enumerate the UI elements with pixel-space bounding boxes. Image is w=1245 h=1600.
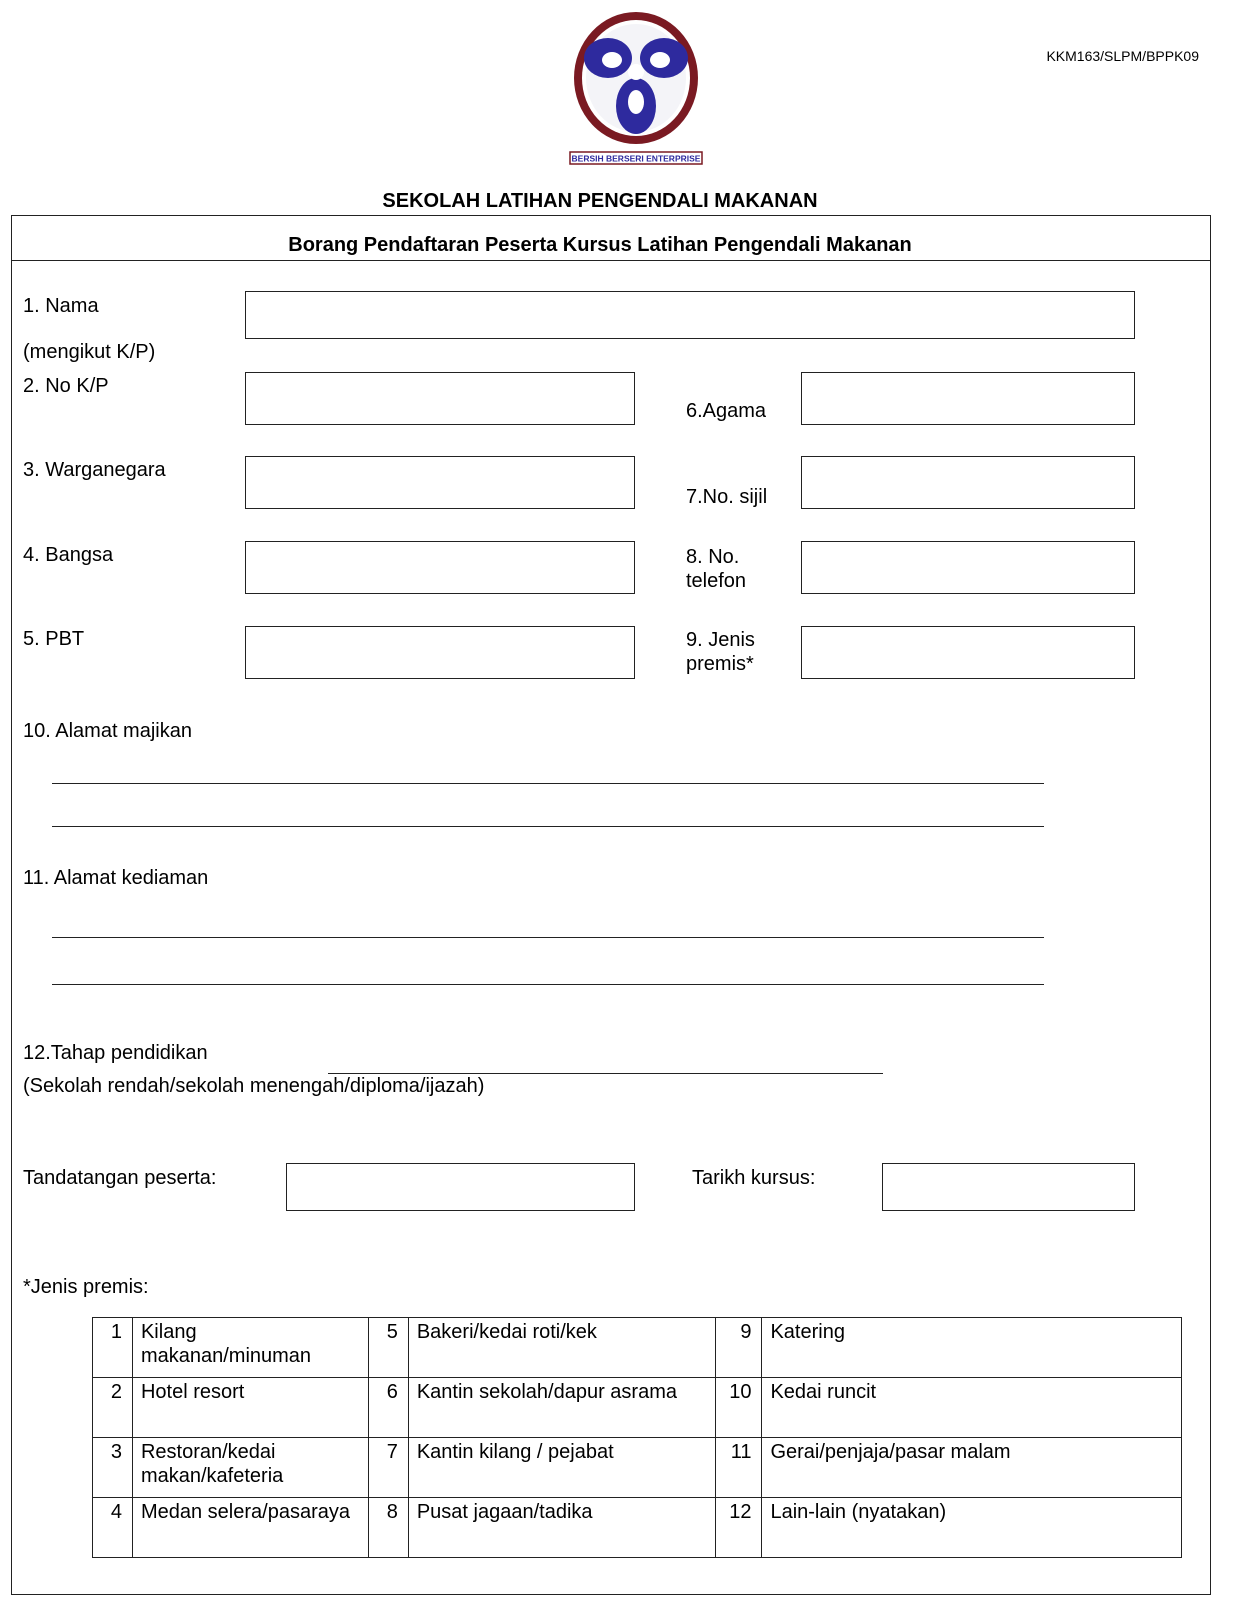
premis-number: 11 — [716, 1438, 762, 1498]
table-row — [93, 1318, 1182, 1378]
premis-number: 3 — [93, 1438, 133, 1498]
label-nama-note: (mengikut K/P) — [23, 341, 156, 363]
label-tahap-pendidikan-note: (Sekolah rendah/sekolah menengah/diploma/ijazah) — [23, 1075, 485, 1097]
agama-field[interactable] — [801, 372, 1135, 425]
logo-text: BERSIH BERSERI ENTERPRISE — [571, 153, 701, 164]
premis-type: Katering — [762, 1318, 1182, 1378]
label-jenis-premis-2: premis* — [686, 653, 754, 675]
table-row — [93, 1378, 1182, 1438]
premis-type: Kedai runcit — [762, 1378, 1182, 1438]
tandatangan-field[interactable] — [286, 1163, 635, 1211]
premis-type: Bakeri/kedai roti/kek — [408, 1318, 716, 1378]
table-row — [93, 1438, 1182, 1498]
nama-field[interactable] — [245, 291, 1135, 339]
premis-number: 10 — [716, 1378, 762, 1438]
premis-number: 6 — [368, 1378, 408, 1438]
label-tahap-pendidikan: 12.Tahap pendidikan — [23, 1042, 208, 1064]
warganegara-field[interactable] — [245, 456, 635, 509]
label-warganegara: 3. Warganegara — [23, 459, 166, 481]
premis-type: Hotel resort — [132, 1378, 368, 1438]
label-jenis-premis-1: 9. Jenis — [686, 629, 755, 651]
label-alamat-majikan: 10. Alamat majikan — [23, 720, 192, 742]
alamat-kediaman-line-2[interactable] — [52, 984, 1044, 985]
premis-number: 8 — [368, 1498, 408, 1558]
page-title: SEKOLAH LATIHAN PENGENDALI MAKANAN — [382, 190, 818, 212]
no-kp-field[interactable] — [245, 372, 635, 425]
premis-table — [92, 1317, 1182, 1558]
premis-type: Gerai/penjaja/pasar malam — [762, 1438, 1182, 1498]
label-pbt: 5. PBT — [23, 628, 85, 650]
label-no-kp: 2. No K/P — [23, 375, 109, 397]
bangsa-field[interactable] — [245, 541, 635, 594]
label-no-telefon-2: telefon — [686, 570, 747, 592]
table-row — [93, 1498, 1182, 1558]
premis-number: 5 — [368, 1318, 408, 1378]
premis-type: Medan selera/pasaraya — [132, 1498, 368, 1558]
no-telefon-field[interactable] — [801, 541, 1135, 594]
premis-number: 9 — [716, 1318, 762, 1378]
alamat-kediaman-line-1[interactable] — [52, 937, 1044, 938]
label-alamat-kediaman: 11. Alamat kediaman — [23, 867, 209, 889]
premis-number: 12 — [716, 1498, 762, 1558]
label-no-sijil: 7.No. sijil — [686, 486, 768, 508]
label-tarikh-kursus: Tarikh kursus: — [692, 1167, 816, 1189]
label-tandatangan: Tandatangan peserta: — [23, 1167, 217, 1189]
premis-number: 4 — [93, 1498, 133, 1558]
form-subtitle: Borang Pendaftaran Peserta Kursus Latihan Pengendali Makanan — [288, 234, 912, 256]
alamat-majikan-line-2[interactable] — [52, 826, 1044, 827]
premis-number: 7 — [368, 1438, 408, 1498]
premis-number: 2 — [93, 1378, 133, 1438]
tarikh-kursus-field[interactable] — [882, 1163, 1135, 1211]
label-no-telefon-1: 8. No. — [686, 546, 740, 568]
premis-type: Pusat jagaan/tadika — [408, 1498, 716, 1558]
premis-number: 1 — [93, 1318, 133, 1378]
document-code: KKM163/SLPM/BPPK09 — [1046, 48, 1199, 64]
jenis-premis-field[interactable] — [801, 626, 1135, 679]
label-bangsa: 4. Bangsa — [23, 544, 114, 566]
no-sijil-field[interactable] — [801, 456, 1135, 509]
pbt-field[interactable] — [245, 626, 635, 679]
premis-type: Kantin kilang / pejabat — [408, 1438, 716, 1498]
alamat-majikan-line-1[interactable] — [52, 783, 1044, 784]
premis-heading: *Jenis premis: — [23, 1276, 149, 1298]
premis-type: Lain-lain (nyatakan) — [762, 1498, 1182, 1558]
premis-type: Kantin sekolah/dapur asrama — [408, 1378, 716, 1438]
label-nama: 1. Nama — [23, 295, 99, 317]
premis-type: Restoran/kedai makan/kafeteria — [132, 1438, 368, 1498]
premis-type: Kilang makanan/minuman — [132, 1318, 368, 1378]
company-logo — [566, 6, 706, 170]
label-agama: 6.Agama — [686, 400, 767, 422]
